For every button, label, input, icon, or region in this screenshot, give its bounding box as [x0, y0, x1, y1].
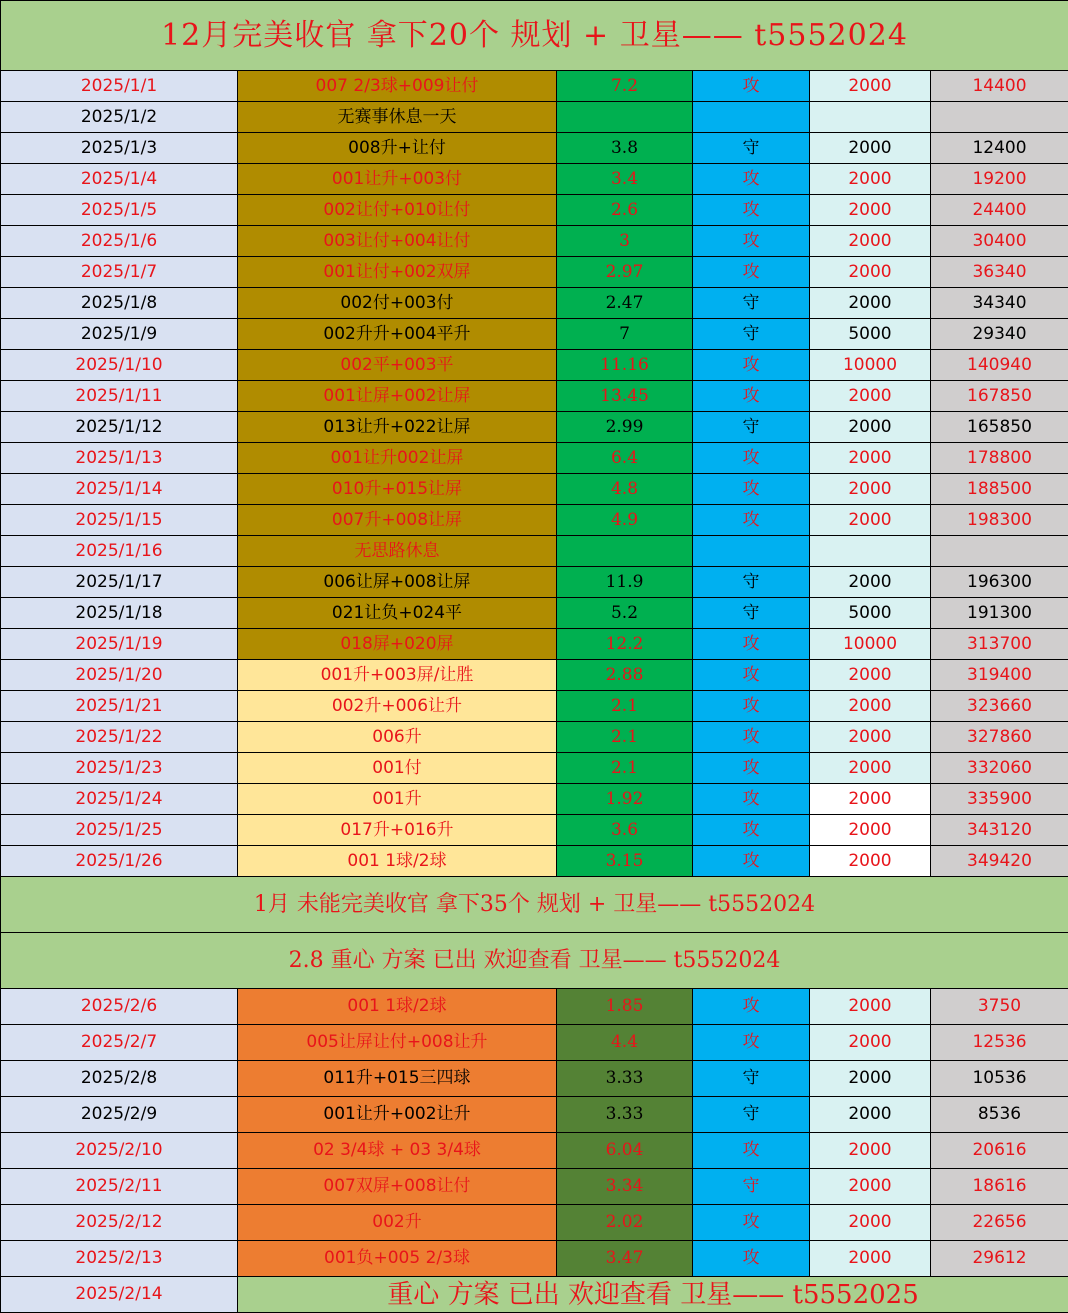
total-cell: 319400	[931, 660, 1068, 691]
odds-cell: 3.4	[557, 164, 693, 195]
plan-cell: 02 3/4球 + 03 3/4球	[238, 1133, 557, 1169]
odds-cell: 2.99	[557, 412, 693, 443]
table-row	[1, 536, 1068, 567]
stake-cell: 2000	[810, 164, 931, 195]
total-cell	[931, 102, 1068, 133]
stake-cell: 2000	[810, 474, 931, 505]
plan-cell: 001让升+002让升	[238, 1097, 557, 1133]
date-cell: 2025/1/24	[1, 784, 238, 815]
table-row	[1, 753, 1068, 784]
stake-cell: 10000	[810, 629, 931, 660]
table-row	[1, 1133, 1068, 1169]
type-cell: 攻	[693, 381, 810, 412]
odds-cell: 5.2	[557, 598, 693, 629]
date-cell: 2025/1/13	[1, 443, 238, 474]
plan-cell: 002付+003付	[238, 288, 557, 319]
total-cell: 24400	[931, 195, 1068, 226]
stake-cell: 2000	[810, 1025, 931, 1061]
type-cell: 攻	[693, 1025, 810, 1061]
date-cell: 2025/1/25	[1, 815, 238, 846]
type-cell: 守	[693, 1097, 810, 1133]
date-cell: 2025/1/11	[1, 381, 238, 412]
date-cell: 2025/2/8	[1, 1061, 238, 1097]
stake-cell: 2000	[810, 989, 931, 1025]
date-cell: 2025/1/8	[1, 288, 238, 319]
total-cell: 8536	[931, 1097, 1068, 1133]
stake-cell: 2000	[810, 1097, 931, 1133]
odds-cell: 2.02	[557, 1205, 693, 1241]
table-row	[1, 350, 1068, 381]
odds-cell: 3	[557, 226, 693, 257]
table-row-last	[1, 1277, 1068, 1313]
type-cell: 攻	[693, 195, 810, 226]
date-cell: 2025/1/4	[1, 164, 238, 195]
stake-cell: 2000	[810, 815, 931, 846]
plan-cell: 001负+005 2/3球	[238, 1241, 557, 1277]
type-cell: 攻	[693, 350, 810, 381]
table-row	[1, 691, 1068, 722]
stake-cell: 2000	[810, 784, 931, 815]
date-cell: 2025/1/14	[1, 474, 238, 505]
date-cell: 2025/1/19	[1, 629, 238, 660]
odds-cell: 3.33	[557, 1061, 693, 1097]
date-cell: 2025/1/2	[1, 102, 238, 133]
type-cell: 守	[693, 288, 810, 319]
odds-cell: 12.2	[557, 629, 693, 660]
stake-cell: 2000	[810, 691, 931, 722]
odds-cell: 2.1	[557, 753, 693, 784]
type-cell: 守	[693, 1169, 810, 1205]
total-cell: 29340	[931, 319, 1068, 350]
plan-cell: 005让屏让付+008让升	[238, 1025, 557, 1061]
stake-cell: 2000	[810, 412, 931, 443]
stake-cell: 2000	[810, 133, 931, 164]
total-cell: 20616	[931, 1133, 1068, 1169]
odds-cell: 11.16	[557, 350, 693, 381]
table-row	[1, 474, 1068, 505]
plan-cell: 001升+003屏/让胜	[238, 660, 557, 691]
total-cell: 191300	[931, 598, 1068, 629]
table-row	[1, 71, 1068, 102]
type-cell	[693, 536, 810, 567]
plan-cell: 001让升002让屏	[238, 443, 557, 474]
plan-cell: 007升+008让屏	[238, 505, 557, 536]
date-cell: 2025/2/10	[1, 1133, 238, 1169]
stake-cell: 2000	[810, 257, 931, 288]
stake-cell: 2000	[810, 226, 931, 257]
table-row	[1, 629, 1068, 660]
table-row	[1, 133, 1068, 164]
stake-cell: 2000	[810, 71, 931, 102]
total-cell	[931, 536, 1068, 567]
date-cell: 2025/1/16	[1, 536, 238, 567]
odds-cell: 2.1	[557, 722, 693, 753]
plan-cell: 001 1球/2球	[238, 989, 557, 1025]
table-row	[1, 226, 1068, 257]
plan-cell: 007 2/3球+009让付	[238, 71, 557, 102]
type-cell: 守	[693, 598, 810, 629]
plan-cell: 002平+003平	[238, 350, 557, 381]
table-row	[1, 1097, 1068, 1133]
plan-cell: 002升升+004平升	[238, 319, 557, 350]
date-cell: 2025/2/11	[1, 1169, 238, 1205]
date-cell: 2025/1/1	[1, 71, 238, 102]
plan-cell: 001升	[238, 784, 557, 815]
plan-cell: 017升+016升	[238, 815, 557, 846]
type-cell: 攻	[693, 989, 810, 1025]
odds-cell: 3.34	[557, 1169, 693, 1205]
date-cell: 2025/1/23	[1, 753, 238, 784]
type-cell: 攻	[693, 1241, 810, 1277]
total-cell: 3750	[931, 989, 1068, 1025]
odds-cell: 4.8	[557, 474, 693, 505]
table-row	[1, 257, 1068, 288]
total-cell: 36340	[931, 257, 1068, 288]
stake-cell: 2000	[810, 443, 931, 474]
stake-cell: 2000	[810, 753, 931, 784]
type-cell: 攻	[693, 722, 810, 753]
odds-cell: 1.92	[557, 784, 693, 815]
total-cell: 188500	[931, 474, 1068, 505]
type-cell: 守	[693, 1061, 810, 1097]
date-cell: 2025/2/9	[1, 1097, 238, 1133]
stake-cell: 2000	[810, 1205, 931, 1241]
stake-cell	[810, 102, 931, 133]
total-cell: 14400	[931, 71, 1068, 102]
plan-cell: 010升+015让屏	[238, 474, 557, 505]
total-cell: 22656	[931, 1205, 1068, 1241]
date-cell: 2025/2/14	[1, 1277, 238, 1313]
table-row	[1, 195, 1068, 226]
total-cell: 30400	[931, 226, 1068, 257]
plan-cell: 006升	[238, 722, 557, 753]
odds-cell: 2.88	[557, 660, 693, 691]
total-cell: 29612	[931, 1241, 1068, 1277]
stake-cell: 2000	[810, 846, 931, 877]
date-cell: 2025/1/12	[1, 412, 238, 443]
table-row	[1, 1169, 1068, 1205]
odds-cell	[557, 536, 693, 567]
date-cell: 2025/1/21	[1, 691, 238, 722]
plan-cell: 021让负+024平	[238, 598, 557, 629]
type-cell	[693, 102, 810, 133]
plan-cell: 002升	[238, 1205, 557, 1241]
type-cell: 攻	[693, 660, 810, 691]
total-cell: 323660	[931, 691, 1068, 722]
odds-cell: 1.85	[557, 989, 693, 1025]
stake-cell: 2000	[810, 288, 931, 319]
odds-cell: 6.4	[557, 443, 693, 474]
type-cell: 守	[693, 567, 810, 598]
table-row	[1, 598, 1068, 629]
table-row	[1, 660, 1068, 691]
table-row	[1, 1241, 1068, 1277]
odds-cell: 2.47	[557, 288, 693, 319]
february-notice-banner: 2.8 重心 方案 已出 欢迎查看 卫星—— t5552024	[1, 933, 1068, 989]
odds-cell: 3.15	[557, 846, 693, 877]
type-cell: 攻	[693, 257, 810, 288]
date-cell: 2025/1/3	[1, 133, 238, 164]
february-notice-banner-row	[1, 933, 1068, 989]
type-cell: 攻	[693, 474, 810, 505]
table-row	[1, 102, 1068, 133]
total-cell: 34340	[931, 288, 1068, 319]
plan-cell: 002升+006让升	[238, 691, 557, 722]
odds-cell: 3.33	[557, 1097, 693, 1133]
date-cell: 2025/1/5	[1, 195, 238, 226]
odds-cell: 2.6	[557, 195, 693, 226]
stake-cell: 2000	[810, 1169, 931, 1205]
january-summary-banner: 1月 未能完美收官 拿下35个 规划 + 卫星—— t5552024	[1, 877, 1068, 933]
total-cell: 198300	[931, 505, 1068, 536]
odds-cell: 7	[557, 319, 693, 350]
plan-cell: 001付	[238, 753, 557, 784]
date-cell: 2025/1/20	[1, 660, 238, 691]
date-cell: 2025/1/17	[1, 567, 238, 598]
type-cell: 攻	[693, 443, 810, 474]
odds-cell: 7.2	[557, 71, 693, 102]
stake-cell	[810, 536, 931, 567]
odds-cell: 6.04	[557, 1133, 693, 1169]
total-cell: 332060	[931, 753, 1068, 784]
table-row	[1, 815, 1068, 846]
stake-cell: 2000	[810, 195, 931, 226]
plan-cell: 001 1球/2球	[238, 846, 557, 877]
date-cell: 2025/1/6	[1, 226, 238, 257]
plan-cell: 001让升+003付	[238, 164, 557, 195]
total-cell: 196300	[931, 567, 1068, 598]
plan-cell: 008升+让付	[238, 133, 557, 164]
table-row	[1, 319, 1068, 350]
total-cell: 335900	[931, 784, 1068, 815]
date-cell: 2025/1/26	[1, 846, 238, 877]
total-cell: 313700	[931, 629, 1068, 660]
stake-cell: 2000	[810, 1061, 931, 1097]
total-cell: 12536	[931, 1025, 1068, 1061]
plan-cell: 018屏+020屏	[238, 629, 557, 660]
type-cell: 守	[693, 319, 810, 350]
stake-cell: 2000	[810, 1241, 931, 1277]
plan-cell: 007双屏+008让付	[238, 1169, 557, 1205]
table-row	[1, 846, 1068, 877]
plan-cell: 001让屏+002让屏	[238, 381, 557, 412]
total-cell: 140940	[931, 350, 1068, 381]
odds-cell: 2.1	[557, 691, 693, 722]
table-row	[1, 784, 1068, 815]
plan-cell: 002让付+010让付	[238, 195, 557, 226]
type-cell: 攻	[693, 71, 810, 102]
type-cell: 守	[693, 412, 810, 443]
date-cell: 2025/2/7	[1, 1025, 238, 1061]
stake-cell: 2000	[810, 660, 931, 691]
stake-cell: 2000	[810, 567, 931, 598]
date-cell: 2025/2/13	[1, 1241, 238, 1277]
table-row	[1, 288, 1068, 319]
total-cell: 343120	[931, 815, 1068, 846]
table-row	[1, 412, 1068, 443]
type-cell: 攻	[693, 815, 810, 846]
stake-cell: 10000	[810, 350, 931, 381]
odds-cell: 4.9	[557, 505, 693, 536]
plan-cell: 006让屏+008让屏	[238, 567, 557, 598]
type-cell: 守	[693, 133, 810, 164]
page-title: 12月完美收官 拿下20个 规划 + 卫星—— t5552024	[1, 1, 1068, 71]
type-cell: 攻	[693, 691, 810, 722]
bottom-notice-banner: 重心 方案 已出 欢迎查看 卫星—— t5552025	[238, 1277, 1068, 1313]
total-cell: 178800	[931, 443, 1068, 474]
table-row	[1, 164, 1068, 195]
table-row	[1, 567, 1068, 598]
plan-cell: 无赛事休息一天	[238, 102, 557, 133]
date-cell: 2025/1/15	[1, 505, 238, 536]
table-row	[1, 443, 1068, 474]
type-cell: 攻	[693, 1205, 810, 1241]
odds-cell: 2.97	[557, 257, 693, 288]
date-cell: 2025/1/10	[1, 350, 238, 381]
stake-cell: 2000	[810, 1133, 931, 1169]
stake-cell: 5000	[810, 319, 931, 350]
date-cell: 2025/2/6	[1, 989, 238, 1025]
stake-cell: 2000	[810, 381, 931, 412]
odds-cell: 13.45	[557, 381, 693, 412]
total-cell: 327860	[931, 722, 1068, 753]
odds-cell: 3.47	[557, 1241, 693, 1277]
january-summary-banner-row	[1, 877, 1068, 933]
total-cell: 165850	[931, 412, 1068, 443]
odds-cell: 4.4	[557, 1025, 693, 1061]
stake-cell: 2000	[810, 505, 931, 536]
type-cell: 攻	[693, 846, 810, 877]
plan-cell: 011升+015三四球	[238, 1061, 557, 1097]
table-row	[1, 1025, 1068, 1061]
odds-cell: 11.9	[557, 567, 693, 598]
odds-cell: 3.8	[557, 133, 693, 164]
table-row	[1, 505, 1068, 536]
date-cell: 2025/1/7	[1, 257, 238, 288]
header-row	[1, 1, 1068, 71]
type-cell: 攻	[693, 505, 810, 536]
type-cell: 攻	[693, 753, 810, 784]
plan-cell: 001让付+002双屏	[238, 257, 557, 288]
table-row	[1, 989, 1068, 1025]
date-cell: 2025/1/18	[1, 598, 238, 629]
date-cell: 2025/1/9	[1, 319, 238, 350]
total-cell: 19200	[931, 164, 1068, 195]
stake-cell: 2000	[810, 722, 931, 753]
type-cell: 攻	[693, 226, 810, 257]
type-cell: 攻	[693, 629, 810, 660]
odds-cell	[557, 102, 693, 133]
table-row	[1, 1205, 1068, 1241]
type-cell: 攻	[693, 164, 810, 195]
stake-cell: 5000	[810, 598, 931, 629]
date-cell: 2025/1/22	[1, 722, 238, 753]
type-cell: 攻	[693, 784, 810, 815]
table-row	[1, 722, 1068, 753]
total-cell: 167850	[931, 381, 1068, 412]
plan-cell: 003让付+004让付	[238, 226, 557, 257]
total-cell: 10536	[931, 1061, 1068, 1097]
table-row	[1, 381, 1068, 412]
plan-cell: 无思路休息	[238, 536, 557, 567]
total-cell: 349420	[931, 846, 1068, 877]
type-cell: 攻	[693, 1133, 810, 1169]
date-cell: 2025/2/12	[1, 1205, 238, 1241]
plan-cell: 013让升+022让屏	[238, 412, 557, 443]
odds-cell: 3.6	[557, 815, 693, 846]
total-cell: 12400	[931, 133, 1068, 164]
table-row	[1, 1061, 1068, 1097]
total-cell: 18616	[931, 1169, 1068, 1205]
